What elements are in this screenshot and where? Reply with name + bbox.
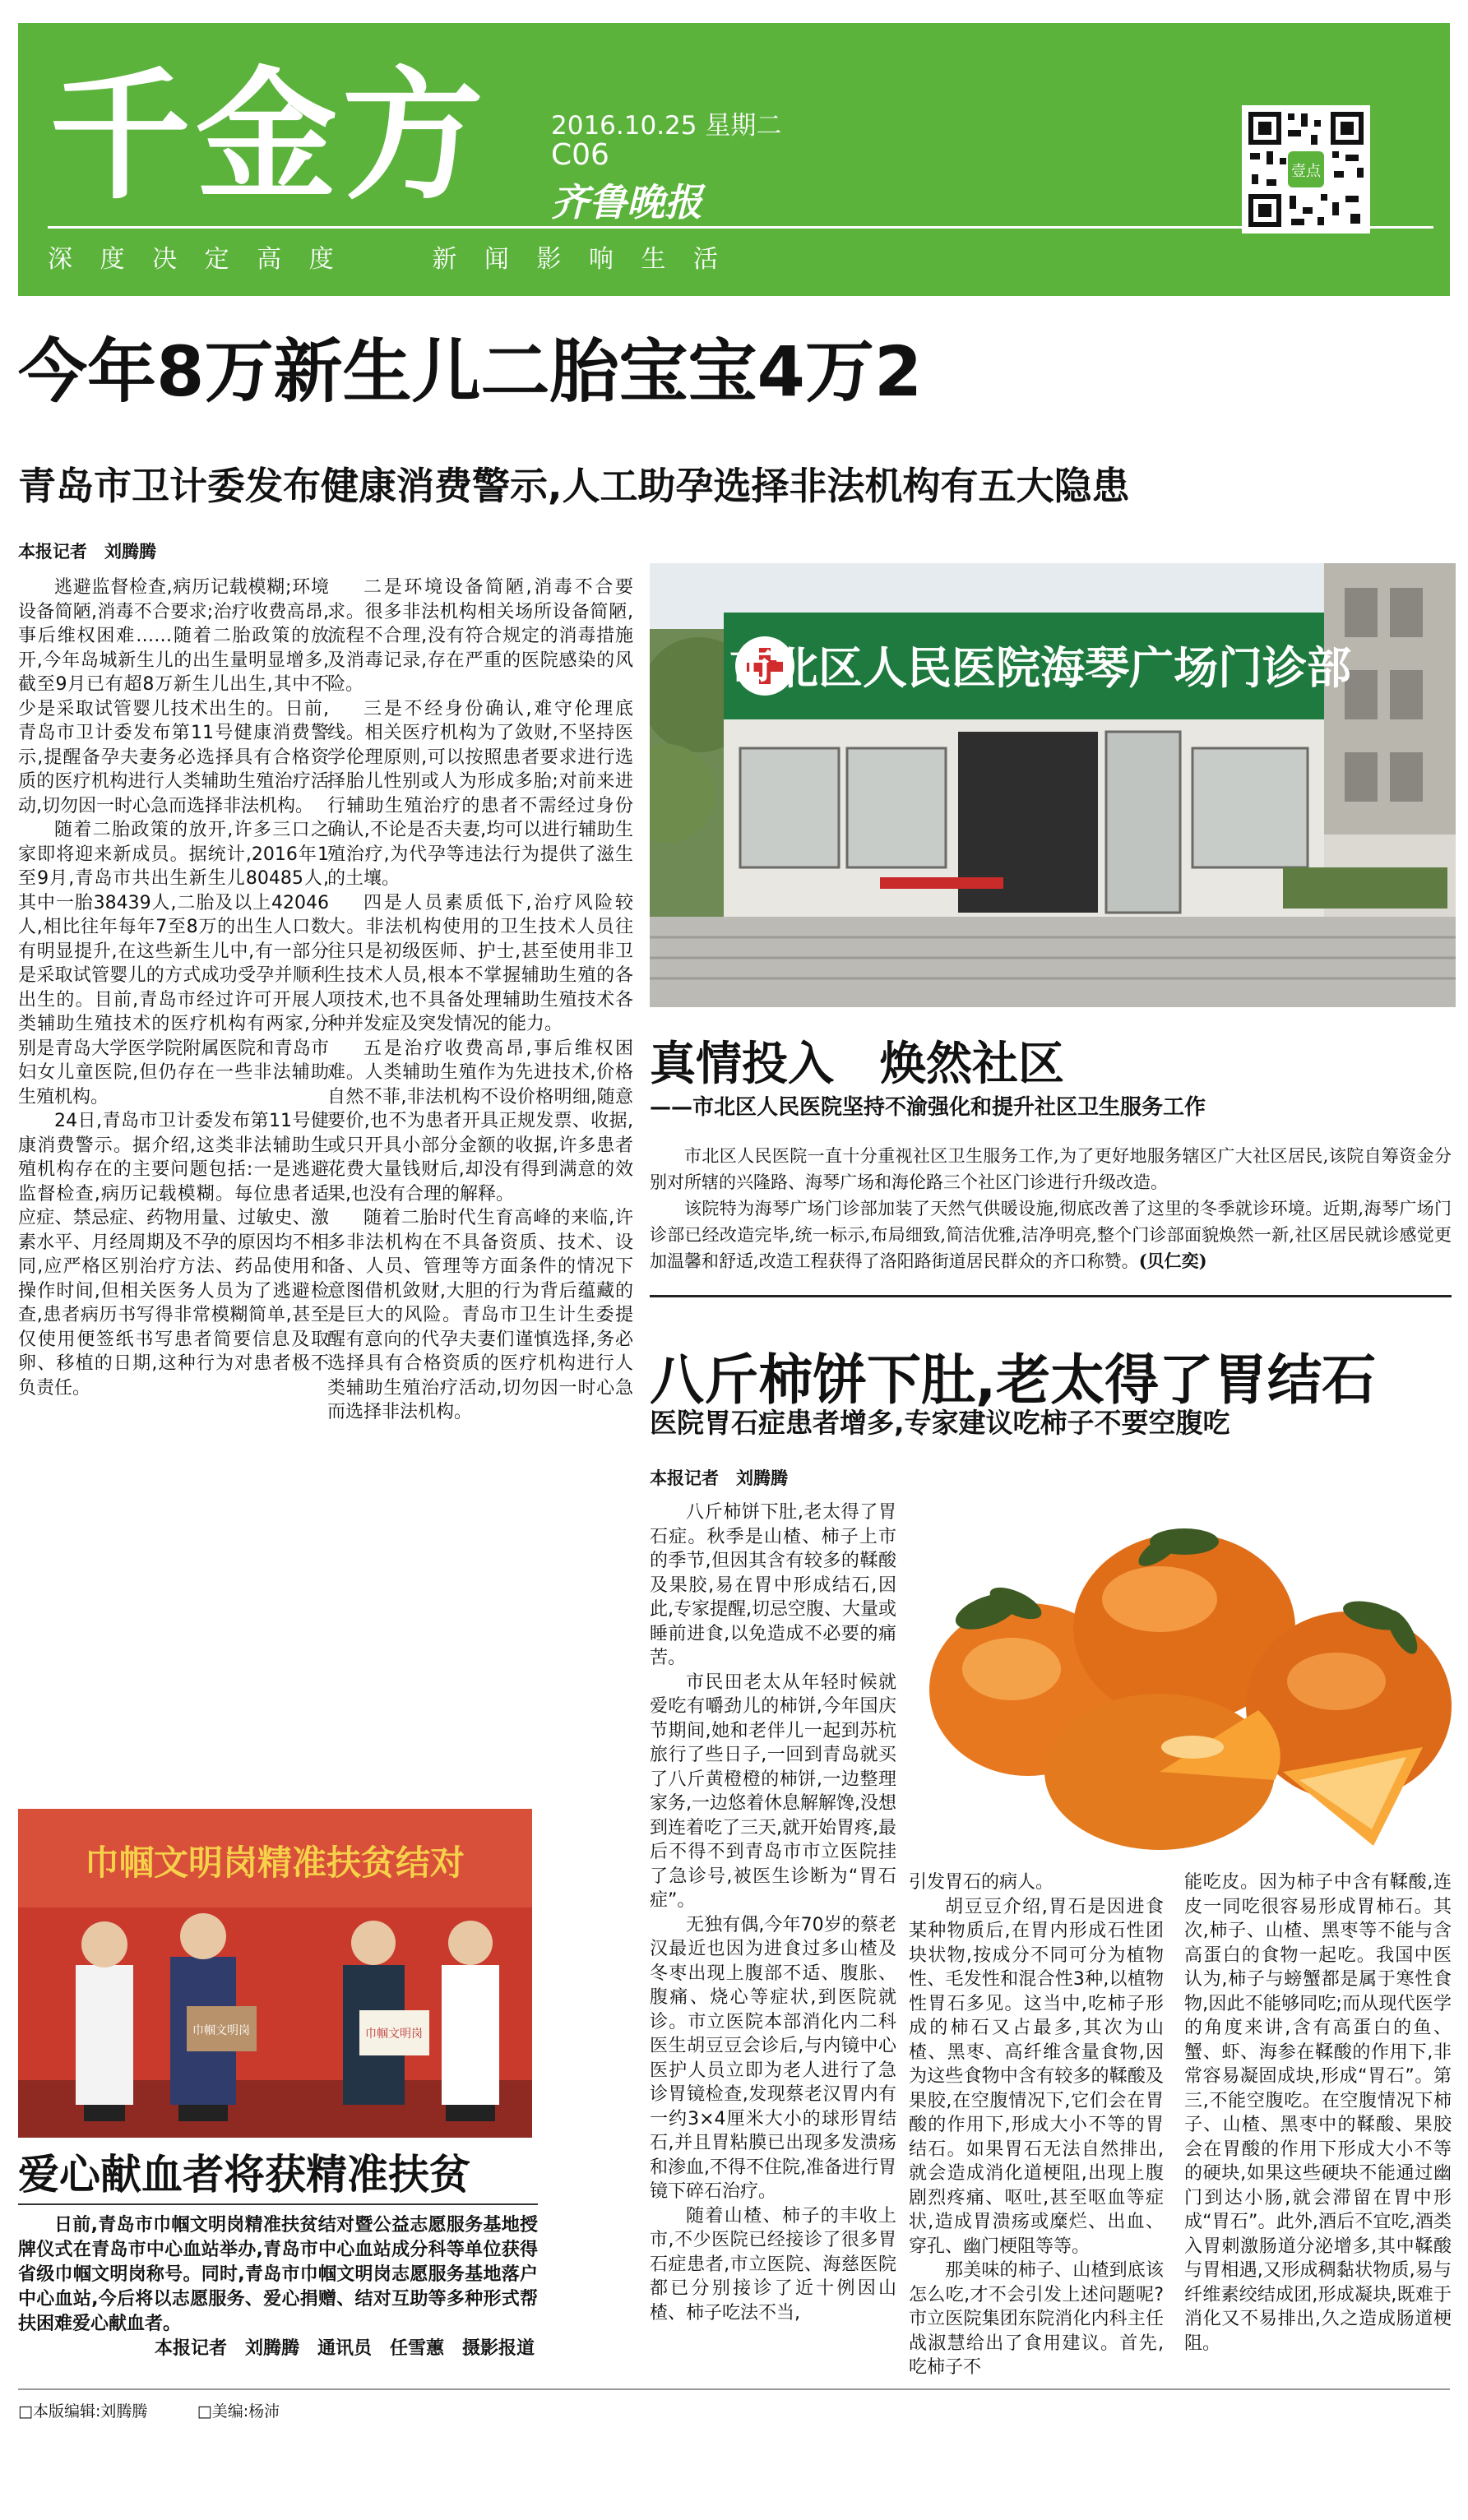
paragraph: 无独有偶,今年70岁的蔡老汉最近也因为进食过多山楂及冬枣出现上腹部不适、腹胀、腹痛、烧心等症状,到医院就诊。市立医院本部消化内二科医生胡豆豆会诊后,与内镜中心医护人员立即为老人进行了急诊胃镜检查,发现蔡老汉胃内有一约3×4厘米大小的球形胃结石,并且胃粘膜已出现多发溃疡和渗血,不得不住院,准备进行胃镜下碎石治疗。 bbox=[650, 1914, 896, 2202]
clinic-article-credit: (贝仁奕) bbox=[1138, 1251, 1207, 1271]
persimmon-article-subtitle: 医院胃石症患者增多,专家建议吃柿子不要空腹吃 bbox=[650, 1407, 1230, 1439]
blood-article-credits: 本报记者 刘腾腾 通讯员 任雪蕙 摄影报道 bbox=[154, 2338, 535, 2359]
masthead-rule bbox=[48, 226, 1433, 229]
clinic-article-title: 真情投入 焕然社区 bbox=[650, 1038, 1064, 1091]
plaque-text: 巾帼文明岗 bbox=[192, 2024, 250, 2037]
paragraph: 随着二胎政策的放开,许多三口之家即将迎来新成员。据统计,2016年1至9月,青岛市共出生新生儿80485人,其中一胎38439人,二胎及以上42046人,相比往年每年7至8万的出生人口数有明显提升,在这些新生儿中,有一部分是采取试管婴儿的方式成功受孕并顺利出生的。目前,青岛市经过许可开展人类辅助生殖技术的医疗机构有两家,分别是青岛大学医学院附属医院和青岛市妇女儿童医院,但仍存在一些非法辅助生殖机构。 bbox=[18, 820, 329, 1107]
clinic-article-subtitle: ——市北区人民医院坚持不渝强化和提升社区卫生服务工作 bbox=[650, 1095, 1206, 1120]
clinic-article-body bbox=[650, 1143, 1452, 1274]
paragraph: 逃避监督检查,病历记载模糊;环境设备简陋,消毒不合要求;治疗收费高昂,事后维权困难……随着二胎政策的放开,今年岛城新生儿的出生量明显增多,截至9月已有超8万新生儿出生,其中不少是采取试管婴儿技术出生的。日前,青岛市卫计委发布第11号健康消费警示,提醒备孕夫妻务必选择具有合格资质的医疗机构进行人类辅助生殖治疗活动,切勿因一时心急而选择非法机构。 bbox=[18, 577, 329, 816]
paragraph: 五是治疗收费高昂,事后维权困难。人类辅助生殖作为先进技术,价格自然不菲,非法机构不设价格明细,随意要价,也不为患者开具正规发票、收据,或只开具小部分金额的收据,许多患者花费大量钱财后,却没有得到满意的效果,也没有合理的解释。 bbox=[327, 1038, 633, 1205]
persimmon-byline: 本报记者 刘腾腾 bbox=[650, 1468, 788, 1488]
main-article-column-2 bbox=[327, 576, 633, 1796]
paragraph: 二是环境设备简陋,消毒不合要求。很多非法机构相关场所设备简陋,流程不合理,没有符合规定的消毒措施及消毒记录,存在严重的医院感染的风险。 bbox=[327, 577, 633, 695]
main-byline: 本报记者 刘腾腾 bbox=[18, 542, 156, 562]
page-footer bbox=[18, 2399, 280, 2421]
certificate-text: 巾帼文明岗 bbox=[365, 2028, 423, 2041]
persimmon-article-column-2 bbox=[909, 1870, 1164, 2384]
blood-article-title: 爱心献血者将获精准扶贫 bbox=[18, 2151, 470, 2199]
page-number: C06 bbox=[551, 138, 609, 172]
clinic-sign-text: 市北区人民医院海琴广场门诊部 bbox=[729, 642, 1351, 694]
persimmon-article-column-3 bbox=[1184, 1870, 1452, 2384]
paragraph: 日前,青岛市巾帼文明岗精准扶贫结对暨公益志愿服务基地授牌仪式在青岛市中心血站举办,青岛市中心血站成分科等单位获得省级巾帼文明岗称号。同时,青岛市巾帼文明岗志愿服务基地落户中心血站,今后将以志愿服务、爱心捐赠、结对互助等多种形式帮扶困难爱心献血者。 bbox=[18, 2215, 538, 2334]
persimmon-article-column-1 bbox=[650, 1500, 896, 2384]
section-divider bbox=[650, 1295, 1452, 1297]
main-headline: 今年8万新生儿二胎宝宝4万2 bbox=[18, 331, 923, 412]
clinic-photo bbox=[650, 563, 1456, 1007]
paragraph: 市北区人民医院一直十分重视社区卫生服务工作,为了更好地服务辖区广大社区居民,该院自筹资金分别对所辖的兴隆路、海琴广场和海伦路三个社区门诊进行升级改造。 bbox=[650, 1146, 1452, 1192]
paragraph: 随着二胎时代生育高峰的来临,许多非法机构在不具备资质、技术、设备、人员、管理等方面条件的情况下意图借机敛财,大胆的行为背后蕴藏的是巨大的风险。青岛市卫生计生委提醒有意向的代孕夫妻们谨慎选择,务必选择具有合格资质的医疗机构进行人类辅助生殖治疗活动,切勿因一时心急而选择非法机构。 bbox=[327, 1208, 633, 1422]
paragraph: 该院特为海琴广场门诊部加装了天然气供暖设施,彻底改善了这里的冬季就诊环境。近期,海琴广场门诊部已经改造完毕,统一标示,布局细致,简洁优雅,洁净明亮,整个门诊部面貌焕然一新,社区居民就诊感觉更加温馨和舒适,改造工程获得了洛阳路街道居民群众的齐口称赞。 bbox=[650, 1199, 1452, 1271]
issue-date: 2016.10.25 星期二 bbox=[551, 111, 782, 141]
main-subheadline: 青岛市卫计委发布健康消费警示,人工助孕选择非法机构有五大隐患 bbox=[18, 464, 1130, 508]
paragraph: 四是人员素质低下,治疗风险较大。非法机构使用的卫生技术人员往往只是初级医师、护士,甚至使用非卫生技术人员,根本不掌握辅助生殖的各项技术,也不具备处理辅助生殖技术各种并发症及突发情况的能力。 bbox=[327, 892, 633, 1034]
paragraph: 三是不经身份确认,难守伦理底线。相关医疗机构为了敛财,不坚持医学伦理原则,可以按照患者要求进行选择胎儿性别或人为形成多胎;对前来进行辅助生殖治疗的患者不需经过身份确认,不论是否夫妻,均可以进行辅助生殖治疗,为代孕等违法行为提供了滋生的土壤。 bbox=[327, 698, 633, 889]
paragraph: 那美味的柿子、山楂到底该怎么吃,才不会引发上述问题呢?市立医院集团东院消化内科主任战淑慧给出了食用建议。首先,吃柿子不 bbox=[909, 2260, 1164, 2378]
paragraph: 引发胃石的病人。 bbox=[909, 1872, 1054, 1893]
footer-rule bbox=[18, 2388, 1450, 2390]
masthead-slogan: 深 度 决 定 高 度 新 闻 影 响 生 活 bbox=[48, 245, 729, 274]
qr-logo-label: 壹点 bbox=[1291, 163, 1321, 179]
paragraph: 能吃皮。因为柿子中含有鞣酸,连皮一同吃很容易形成胃柿石。其次,柿子、山楂、黑枣等不能与含高蛋白的食物一起吃。我国中医认为,柿子与螃蟹都是属于寒性食物,因此不能够同吃;而从现代医学的角度来讲,含有高蛋白的鱼、蟹、虾、海参在鞣酸的作用下,非常容易凝固成块,形成“胃石”。第三,不能空腹吃。在空腹情况下柿子、山楂、黑枣中的鞣酸、果胶会在胃酸的作用下形成大小不等的硬块,如果这些硬块不能通过幽门到达小肠,就会滞留在胃中形成“胃石”。此外,酒后不宜吃,酒类入胃刺激肠道分泌增多,其中鞣酸与胃相遇,又形成稠黏状物质,易与纤维素绞结成团,形成凝块,既难于消化又不易排出,久之造成肠道梗阻。 bbox=[1184, 1872, 1452, 2354]
qr-code-graphic bbox=[1242, 105, 1370, 234]
blood-article-rule bbox=[18, 2203, 538, 2205]
newspaper-name: 齐鲁晚报 bbox=[551, 180, 702, 224]
qr-code[interactable] bbox=[1242, 105, 1370, 234]
paragraph: 八斤柿饼下肚,老太得了胃石症。秋季是山楂、柿子上市的季节,但因其含有较多的鞣酸及果胶,易在胃中形成结石,因此,专家提醒,切忌空腹、大量或睡前进食,以免造成不必要的痛苦。 bbox=[650, 1502, 896, 1668]
ceremony-photo bbox=[18, 1809, 532, 2138]
blood-article-body bbox=[18, 2213, 538, 2361]
brand-logo: 千金方 bbox=[49, 53, 489, 219]
paragraph: 24日,青岛市卫计委发布第11号健康消费警示。据介绍,这类非法辅助生殖机构存在的主要问题包括:一是逃避监督检查,病历记载模糊。每位患者适应症、禁忌症、药物用量、过敏史、激素水平、月经周期及不孕的原因均不相同,应严格区别治疗方法、药品使用和操作时间,但相关医务人员为了逃避检查,患者病历书写得非常模糊简单,甚至仅使用便签纸书写患者简要信息及取卵、移植的日期,这种行为对患者极不负责任。 bbox=[18, 1111, 329, 1399]
footer-art-editor: □美编:杨沛 bbox=[197, 2402, 280, 2421]
main-article-column-1 bbox=[18, 576, 329, 1796]
persimmon-article-title: 八斤柿饼下肚,老太得了胃结石 bbox=[650, 1348, 1377, 1412]
paragraph: 胡豆豆介绍,胃石是因进食某种物质后,在胃内形成石性团块状物,按成分不同可分为植物性、毛发性和混合性3种,以植物性胃石多见。这当中,吃柿子形成的柿石又占最多,其次为山楂、黑枣、高纤维含量食物,因为这些食物中含有较多的鞣酸及果胶,在空腹情况下,它们会在胃酸的作用下,形成大小不等的胃结石。如果胃石无法自然排出,就会造成消化道梗阻,出现上腹剧烈疼痛、呕吐,甚至呕血等症状,造成胃溃疡或糜烂、出血、穿孔、幽门梗阻等等。 bbox=[909, 1896, 1164, 2257]
ceremony-banner-text: 巾帼文明岗精准扶贫结对 bbox=[84, 1843, 465, 1883]
paragraph: 市民田老太从年轻时候就爱吃有嚼劲儿的柿饼,今年国庆节期间,她和老伴儿一起到苏杭旅行了些日子,一回到青岛就买了八斤黄橙橙的柿饼,一边整理家务,一边悠着休息解解馋,没想到连着吃了三天,就开始胃疼,最后不得不到青岛市市立医院挂了急诊号,被医生诊断为“胃石症”。 bbox=[650, 1672, 896, 1911]
footer-editor: □本版编辑:刘腾腾 bbox=[18, 2402, 148, 2421]
paragraph: 随着山楂、柿子的丰收上市,不少医院已经接诊了很多胃石症患者,市立医院、海慈医院都已分别接诊了近十例因山楂、柿子吃法不当, bbox=[650, 2205, 896, 2323]
persimmon-photo bbox=[913, 1500, 1456, 1862]
